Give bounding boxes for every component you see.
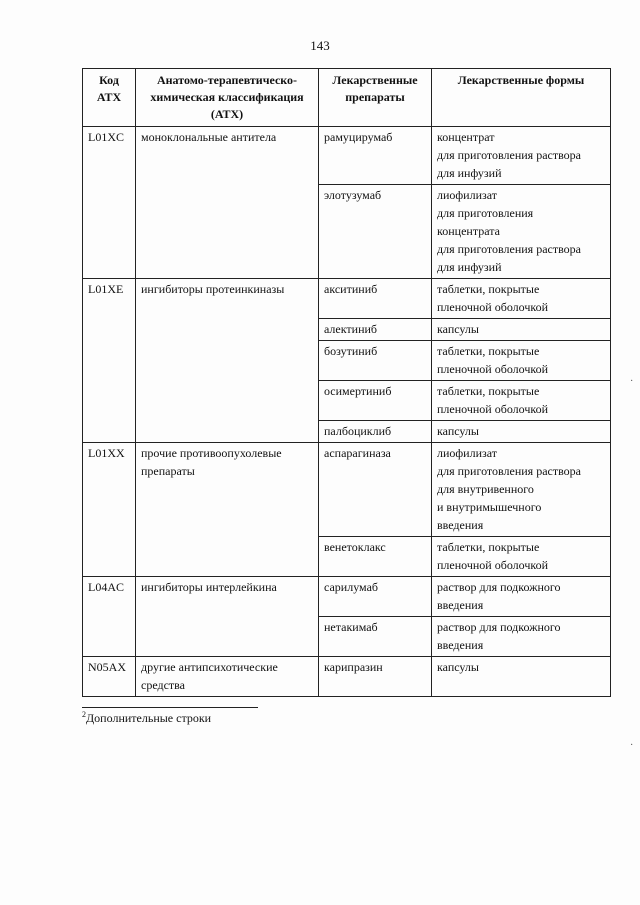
atx-code-cell: L01XE [83, 279, 136, 443]
page-number: 143 [310, 38, 330, 53]
atx-code-cell: N05AX [83, 657, 136, 697]
atx-classification-cell: прочие противоопухолевые препараты [136, 443, 319, 577]
atx-code-cell: L01XX [83, 443, 136, 577]
dosage-form-cell: капсулы [432, 319, 611, 341]
footnote-divider [82, 707, 258, 708]
drug-name-cell: осимертиниб [319, 381, 432, 421]
drug-name-cell: карипразин [319, 657, 432, 697]
footnote-marker: 2 [82, 710, 86, 719]
drug-name-cell: сарилумаб [319, 577, 432, 617]
dosage-form-cell: капсулы [432, 421, 611, 443]
dosage-form-cell: таблетки, покрытые пленочной оболочкой [432, 381, 611, 421]
scan-mark: · [630, 376, 634, 387]
drug-name-cell: аспарагиназа [319, 443, 432, 537]
dosage-form-cell: раствор для подкожного введения [432, 617, 611, 657]
table-header-row [83, 69, 611, 127]
dosage-form-cell: лиофилизат для приготовления концентрата для приготовления раствора для инфузий [432, 185, 611, 279]
dosage-form-cell: таблетки, покрытые пленочной оболочкой [432, 341, 611, 381]
dosage-form-cell: концентрат для приготовления раствора для инфузий [432, 127, 611, 185]
atx-classification-cell: другие антипсихотические средства [136, 657, 319, 697]
atx-code-cell: L04AC [83, 577, 136, 657]
dosage-form-cell: таблетки, покрытые пленочной оболочкой [432, 537, 611, 577]
table-row [83, 443, 611, 537]
atx-classification-cell: ингибиторы интерлейкина [136, 577, 319, 657]
drug-name-cell: элотузумаб [319, 185, 432, 279]
header-atx-code: Код АТХ [83, 69, 136, 127]
drug-name-cell: акситиниб [319, 279, 432, 319]
table-row [83, 657, 611, 697]
dosage-form-cell: лиофилизат для приготовления раствора для внутривенного и внутримышечного введения [432, 443, 611, 537]
dosage-form-cell: раствор для подкожного введения [432, 577, 611, 617]
scan-mark: · [630, 740, 634, 751]
drug-name-cell: рамуцирумаб [319, 127, 432, 185]
atx-code-cell: L01XC [83, 127, 136, 279]
drug-name-cell: нетакимаб [319, 617, 432, 657]
header-atx-classification: Анатомо-терапевтическо- химическая классификация (АТХ) [136, 69, 319, 127]
atx-classification-cell: моноклональные антитела [136, 127, 319, 279]
table-row [83, 279, 611, 319]
dosage-form-cell: капсулы [432, 657, 611, 697]
atx-table [82, 68, 611, 697]
table-row [83, 127, 611, 185]
drug-name-cell: палбоциклиб [319, 421, 432, 443]
dosage-form-cell: таблетки, покрытые пленочной оболочкой [432, 279, 611, 319]
table-body [83, 127, 611, 697]
drug-name-cell: венетоклакс [319, 537, 432, 577]
footnote-text: Дополнительные строки [86, 711, 212, 725]
header-drugs: Лекарственные препараты [319, 69, 432, 127]
footnote [82, 710, 211, 726]
header-dosage-forms: Лекарственные формы [432, 69, 611, 127]
table-row [83, 577, 611, 617]
drug-name-cell: алектиниб [319, 319, 432, 341]
drug-name-cell: бозутиниб [319, 341, 432, 381]
atx-classification-cell: ингибиторы протеинкиназы [136, 279, 319, 443]
